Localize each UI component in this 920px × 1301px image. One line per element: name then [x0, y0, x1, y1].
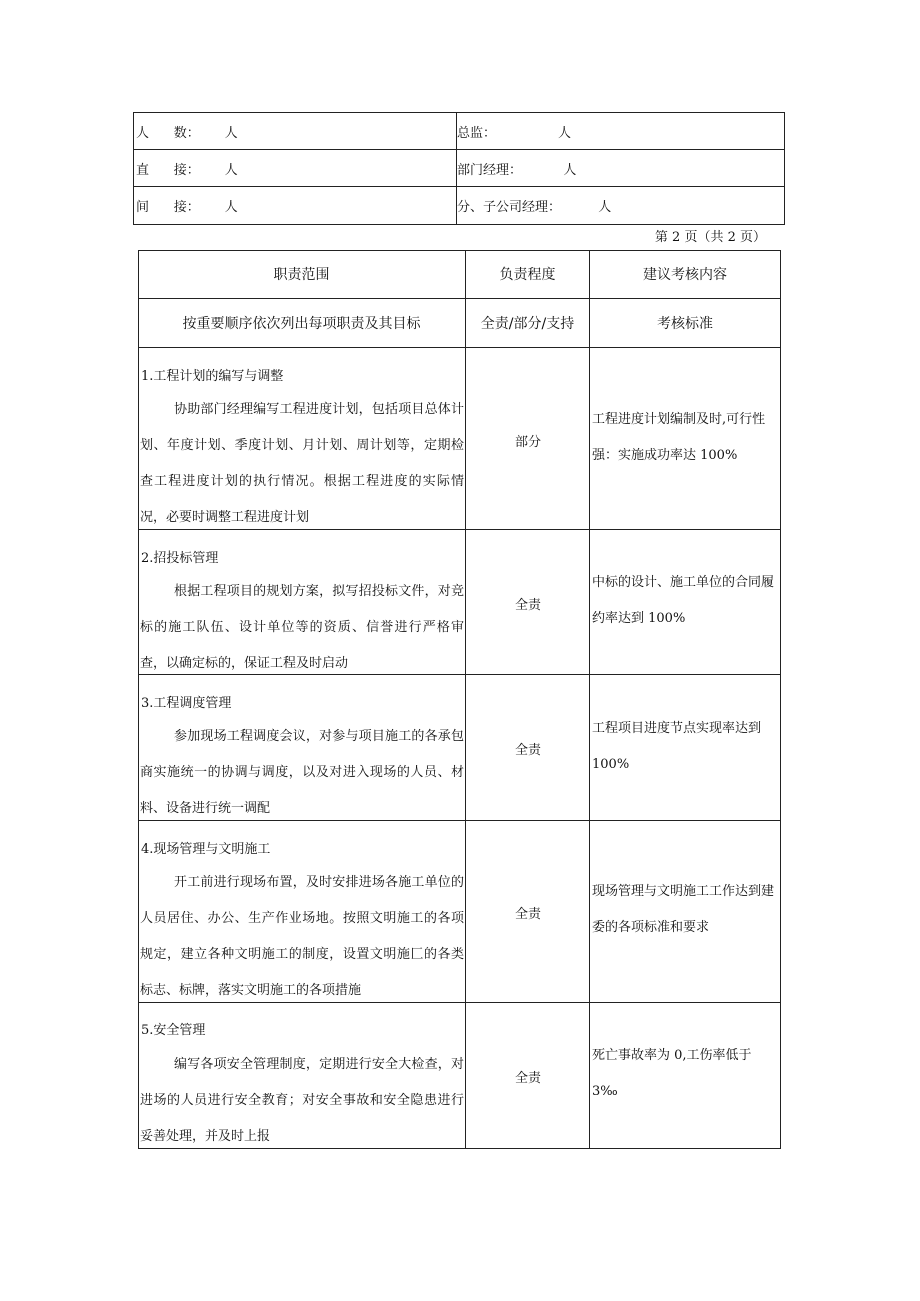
assessment-criteria: 现场管理与文明施工工作达到建委的各项标准和要求	[592, 884, 775, 935]
header-scope: 职责范围	[273, 267, 330, 283]
director-cell: 总监： 人	[456, 113, 777, 149]
branch-manager-cell: 分、子公司经理： 人	[456, 187, 777, 224]
staffing-table	[133, 112, 785, 225]
subheader-scope: 按重要顺序依次列出每项职责及其目标	[182, 316, 421, 332]
staffing-row	[134, 113, 784, 150]
duty-title: 1.工程计划的编写与调整	[141, 369, 284, 384]
duty-title: 4.现场管理与文明施工	[141, 842, 271, 857]
responsibility-level: 部分	[514, 435, 541, 450]
duty-description: 协助部门经理编写工程进度计划，包括项目总体计划、年度计划、季度计划、月计划、周计划等，定期检查工程进度计划的执行情况。根据工程进度的实际情况，必要时调整工程进度计划	[140, 402, 464, 525]
duty-description: 编写各项安全管理制度，定期进行安全大检查，对进场的人员进行安全教育；对安全事故和安全隐患进行妥善处理，并及时上报	[140, 1057, 464, 1144]
header-degree: 负责程度	[499, 267, 556, 283]
subheader-content: 考核标准	[657, 316, 713, 332]
column-divider	[589, 250, 590, 1149]
department-manager-cell: 部门经理： 人	[456, 150, 777, 186]
duty-description: 开工前进行现场布置，及时安排进场各施工单位的人员居住、办公、生产作业场地。按照文明施工的各项规定，建立各种文明施工的制度，设置文明施匚的各类标志、标牌，落实文明施工的各项措施	[140, 875, 464, 998]
assessment-criteria: 中标的设计、施工单位的合同履约率达到 100%	[592, 575, 775, 626]
responsibility-level: 全责	[514, 598, 541, 613]
indirect-staff-cell: 间 接： 人	[136, 200, 238, 215]
column-divider	[465, 250, 466, 1149]
direct-staff-cell: 直 接： 人	[136, 162, 238, 178]
assessment-criteria: 工程进度计划编制及时,可行性强：实施成功率达 100%	[592, 412, 766, 463]
responsibility-level: 全责	[514, 1071, 541, 1086]
duties-table	[138, 250, 781, 1149]
assessment-criteria: 工程项目进度节点实现率达到 100%	[592, 721, 762, 772]
subheader-degree: 全责/部分/支持	[480, 316, 575, 332]
staffing-row	[134, 150, 784, 187]
header-content: 建议考核内容	[643, 267, 727, 283]
responsibility-level: 全责	[514, 743, 541, 758]
page-number: 第 2 页（共 2 页）	[654, 230, 766, 245]
table-border	[138, 250, 139, 1149]
duty-description: 参加现场工程调度会议，对参与项目施工的各承包商实施统一的协调与调度，以及对进入现场的人员、材料、设备进行统一调配	[140, 729, 464, 816]
assessment-criteria: 死亡事故率为 0,工伤率低于 3‰	[592, 1048, 752, 1099]
table-border	[780, 250, 781, 1149]
duty-title: 5.安全管理	[141, 1023, 206, 1038]
duty-title: 3.工程调度管理	[141, 696, 232, 711]
duty-description: 根据工程项目的规划方案，拟写招投标文件，对竞标的施工队伍、设计单位等的资质、信誉进行严格审查，以确定标的，保证工程及时启动	[140, 584, 464, 671]
staff-count-cell: 人 数： 人	[136, 125, 238, 141]
responsibility-level: 全责	[514, 907, 541, 922]
duty-title: 2.招投标管理	[141, 551, 219, 566]
staffing-row	[134, 187, 784, 224]
row-divider	[138, 347, 781, 348]
